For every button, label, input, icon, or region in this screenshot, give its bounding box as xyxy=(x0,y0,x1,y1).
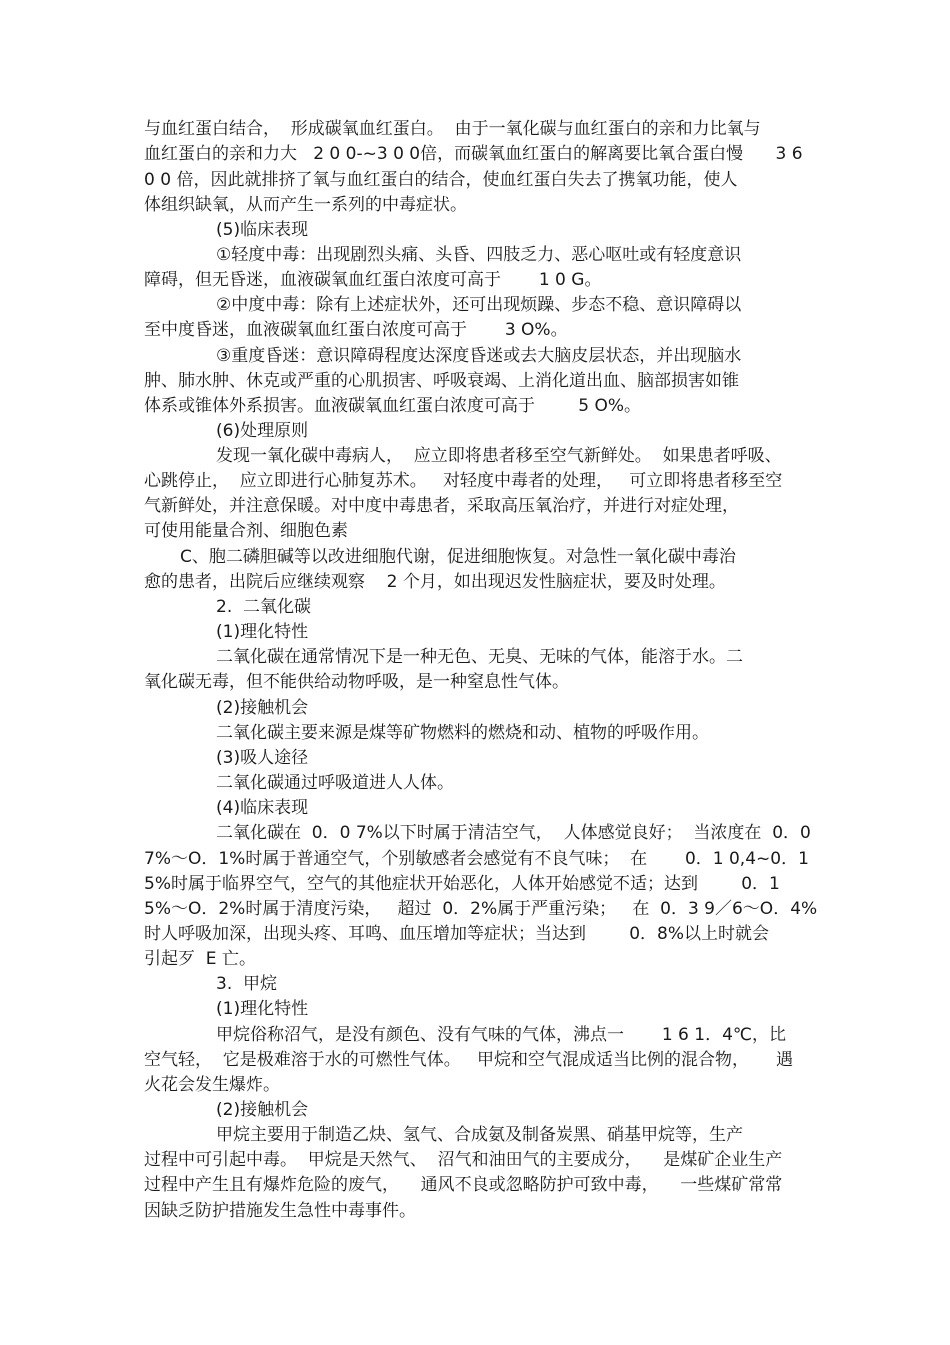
text-line: 发现一氧化碳中毒病人， 应立即将患者移至空气新鲜处。 如果患者呼吸、 xyxy=(216,446,782,466)
text-line: 因缺乏防护措施发生急性中毒事件。 xyxy=(144,1201,416,1221)
text-line: 火花会发生爆炸。 xyxy=(144,1075,280,1095)
text-line: 5%时属于临界空气，空气的其他症状开始恶化，人体开始感觉不适；达到 0．1 xyxy=(144,874,780,894)
text-line: 二氧化碳在 0．0 7%以下时属于清洁空气， 人体感觉良好； 当浓度在 0．0 xyxy=(216,823,811,843)
text-line: 氧化碳无毒，但不能供给动物呼吸，是一种窒息性气体。 xyxy=(144,672,569,692)
text-line: 时人呼吸加深，出现头疼、耳鸣、血压增加等症状；当达到 0．8%以上时就会 xyxy=(144,924,770,944)
text-line: 过程中可引起中毒。 甲烷是天然气、 沼气和油田气的主要成分， 是煤矿企业生产 xyxy=(144,1150,783,1170)
text-line: 可使用能量合剂、细胞色素 xyxy=(144,521,348,541)
text-line: 障碍，但无昏迷，血液碳氧血红蛋白浓度可高于 1 0 G。 xyxy=(144,270,602,290)
text-line: 愈的患者，出院后应继续观察 2 个月，如出现迟发性脑症状，要及时处理。 xyxy=(144,572,726,592)
text-line: 二氧化碳在通常情况下是一种无色、无臭、无味的气体，能溶于水。二 xyxy=(216,647,743,667)
text-line: 体系或锥体外系损害。血液碳氧血红蛋白浓度可高于 5 O%。 xyxy=(144,396,641,416)
section-heading: (6)处理原则 xyxy=(216,421,309,441)
text-line: 5%～O．2%时属于清度污染， 超过 0．2%属于严重污染； 在 0．3 9／6～O．4% xyxy=(144,899,818,919)
text-line: 二氧化碳主要来源是煤等矿物燃料的燃烧和动、植物的呼吸作用。 xyxy=(216,723,709,743)
section-heading: (1)理化特性 xyxy=(216,999,309,1019)
text-line: 空气轻， 它是极难溶于水的可燃性气体。 甲烷和空气混成适当比例的混合物， 遇 xyxy=(144,1050,794,1070)
section-heading: (2)接触机会 xyxy=(216,698,309,718)
text-line: 甲烷俗称沼气，是没有颜色、没有气味的气体，沸点一 1 6 1．4℃，比 xyxy=(216,1025,786,1045)
section-heading: 2. 二氧化碳 xyxy=(216,597,312,617)
section-heading: (5)临床表现 xyxy=(216,220,309,240)
text-line: 二氧化碳通过呼吸道进人人体。 xyxy=(216,773,454,793)
text-line: 体组织缺氧，从而产生一系列的中毒症状。 xyxy=(144,195,467,215)
text-line: 甲烷主要用于制造乙炔、氢气、合成氨及制备炭黑、硝基甲烷等，生产 xyxy=(216,1125,743,1145)
section-heading: 3. 甲烷 xyxy=(216,974,278,994)
section-heading: (3)吸人途径 xyxy=(216,748,309,768)
text-line: ③重度昏迷：意识障碍程度达深度昏迷或去大脑皮层状态，并出现脑水 xyxy=(216,346,742,366)
text-line: ②中度中毒：除有上述症状外，还可出现烦躁、步态不稳、意识障碍以 xyxy=(216,295,742,315)
section-heading: (4)临床表现 xyxy=(216,798,309,818)
text-line: 0 0 倍，因此就排挤了氧与血红蛋白的结合，使血红蛋白失去了携氧功能，使人 xyxy=(144,170,738,190)
text-line: 至中度昏迷，血液碳氧血红蛋白浓度可高于 3 O%。 xyxy=(144,320,568,340)
text-line: 引起歹 E 亡。 xyxy=(144,949,256,969)
section-heading: (1)理化特性 xyxy=(216,622,309,642)
section-heading: (2)接触机会 xyxy=(216,1100,309,1120)
text-line: 肿、肺水肿、休克或严重的心肌损害、呼吸衰竭、上消化道出血、脑部损害如锥 xyxy=(144,371,739,391)
text-line: 7%～O．1%时属于普通空气，个别敏感者会感觉有不良气味； 在 0．1 0,4~0．1 xyxy=(144,849,809,869)
text-line: 与血红蛋白结合， 形成碳氧血红蛋白。 由于一氧化碳与血红蛋白的亲和力比氧与 xyxy=(144,119,761,139)
text-line: 过程中产生且有爆炸危险的废气， 通风不良或忽略防护可致中毒， 一些煤矿常常 xyxy=(144,1175,783,1195)
text-line: 血红蛋白的亲和力大 2 0 0-~3 0 0倍，而碳氧血红蛋白的解离要比氧合蛋白慢 3 6 xyxy=(144,144,803,164)
text-line: ①轻度中毒：出现剧烈头痛、头昏、四肢乏力、恶心呕吐或有轻度意识 xyxy=(216,245,742,265)
text-line: 气新鲜处，并注意保暖。对中度中毒患者，采取高压氧治疗，并进行对症处理， xyxy=(144,496,739,516)
text-line: C、胞二磷胆碱等以改进细胞代谢，促进细胞恢复。对急性一氧化碳中毒治 xyxy=(180,547,736,567)
text-line: 心跳停止， 应立即进行心肺复苏术。 对轻度中毒者的处理， 可立即将患者移至空 xyxy=(144,471,783,491)
